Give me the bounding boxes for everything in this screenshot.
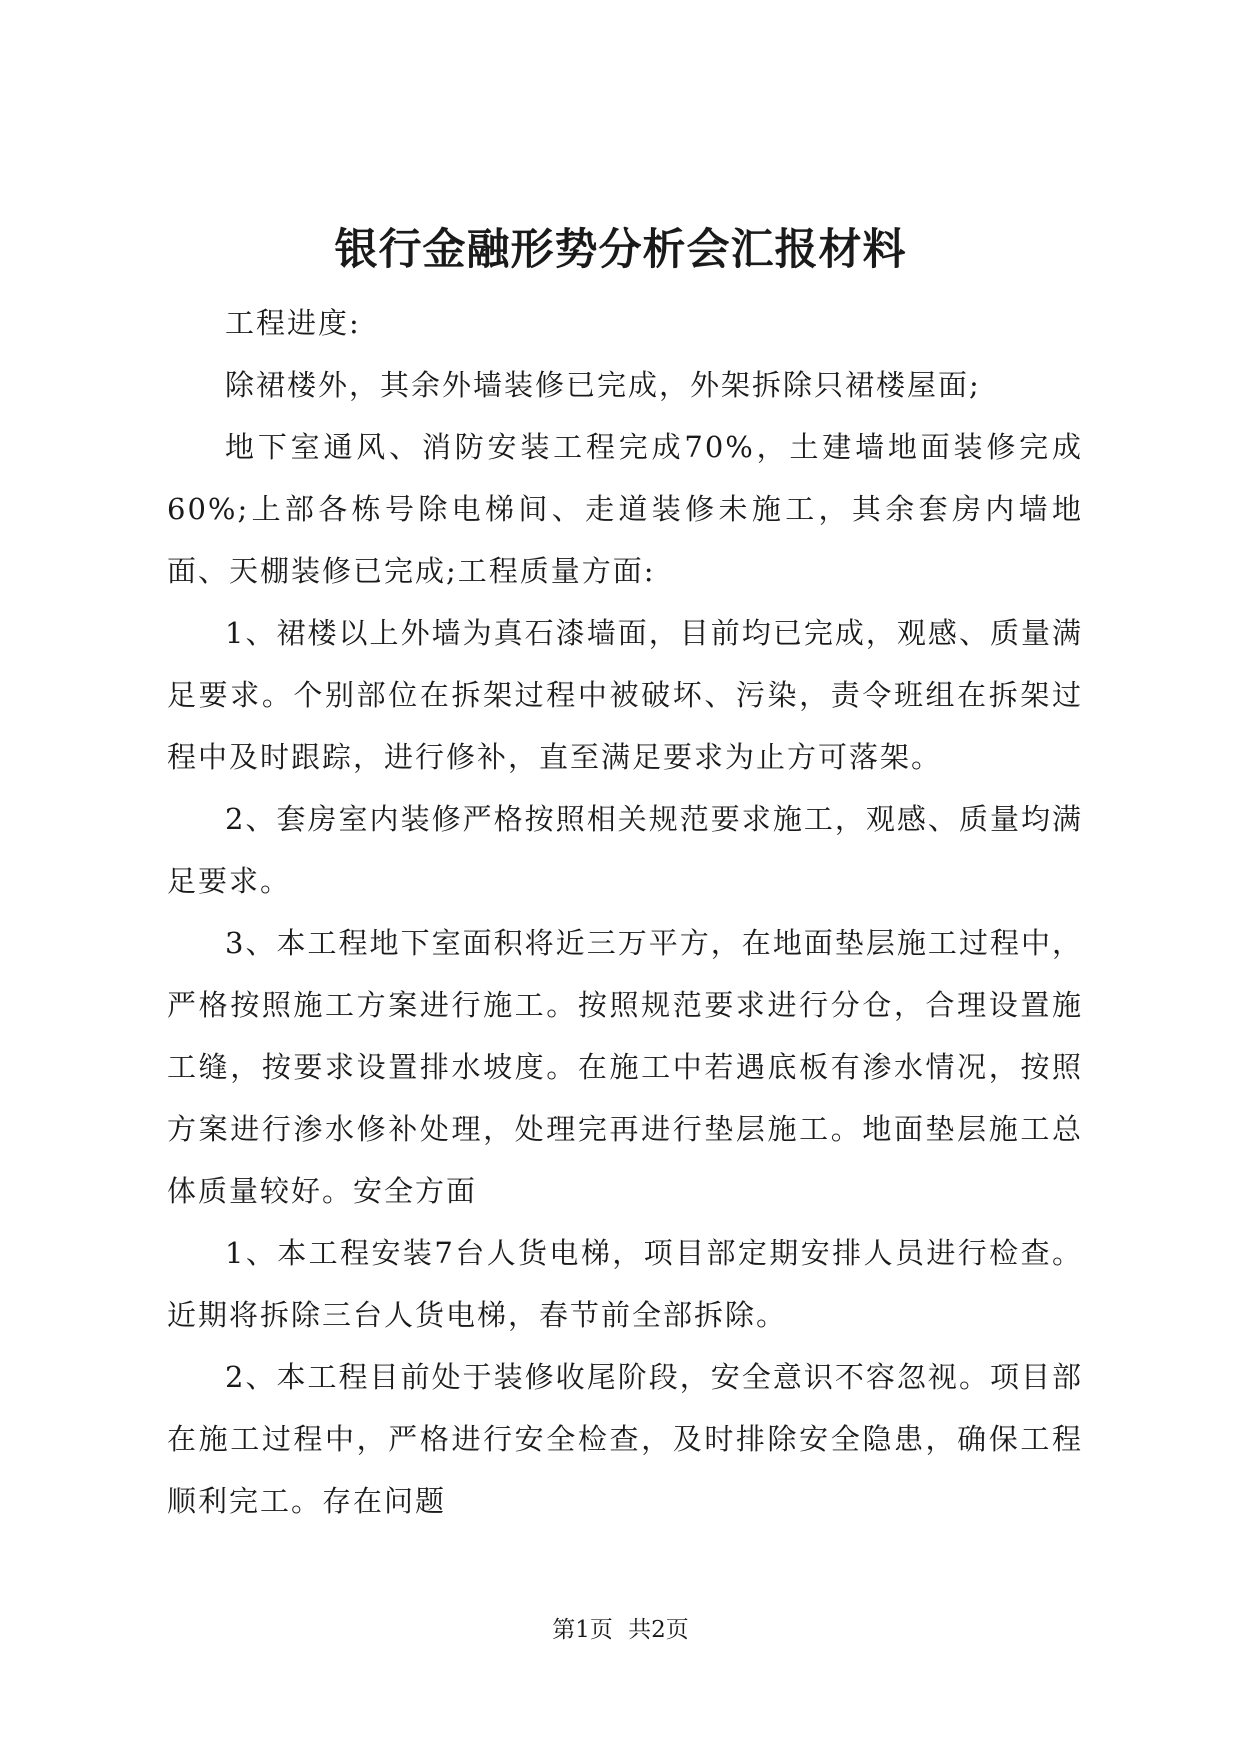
paragraph-safety-2: 2、本工程目前处于装修收尾阶段，安全意识不容忽视。项目部在施工过程中，严格进行安全检查，及时排除安全隐患，确保工程顺利完工。存在问题 <box>167 1360 1083 1518</box>
page-footer <box>0 1614 1241 1646</box>
paragraph-quality-1: 1、裙楼以上外墙为真石漆墙面，目前均已完成，观感、质量满足要求。个别部位在拆架过程中被破坏、污染，责令班组在拆架过程中及时跟踪，进行修补，直至满足要求为止方可落架。 <box>167 616 1083 774</box>
paragraph-exterior-wall: 除裙楼外，其余外墙装修已完成，外架拆除只裙楼屋面; <box>225 368 981 402</box>
paragraph-safety-1: 1、本工程安装7台人货电梯，项目部定期安排人员进行检查。近期将拆除三台人货电梯，春节前全部拆除。 <box>167 1236 1083 1332</box>
paragraph-quality-2: 2、套房室内装修严格按照相关规范要求施工，观感、质量均满足要求。 <box>167 802 1083 898</box>
document-body <box>167 292 1083 1532</box>
page-number: 第1页 <box>552 1617 613 1643</box>
page-total: 共2页 <box>628 1617 689 1643</box>
paragraph-basement-progress: 地下室通风、消防安装工程完成70%，土建墙地面装修完成60%;上部各栋号除电梯间、走道装修未施工，其余套房内墙地面、天棚装修已完成;工程质量方面: <box>167 430 1083 588</box>
paragraph-progress-heading: 工程进度: <box>225 306 361 340</box>
paragraph-quality-3: 3、本工程地下室面积将近三万平方，在地面垫层施工过程中，严格按照施工方案进行施工。按照规范要求进行分仓，合理设置施工缝，按要求设置排水坡度。在施工中若遇底板有渗水情况，按照方案进行渗水修补处理，处理完再进行垫层施工。地面垫层施工总体质量较好。安全方面 <box>167 926 1083 1208</box>
document-title: 银行金融形势分析会汇报材料 <box>334 225 907 275</box>
